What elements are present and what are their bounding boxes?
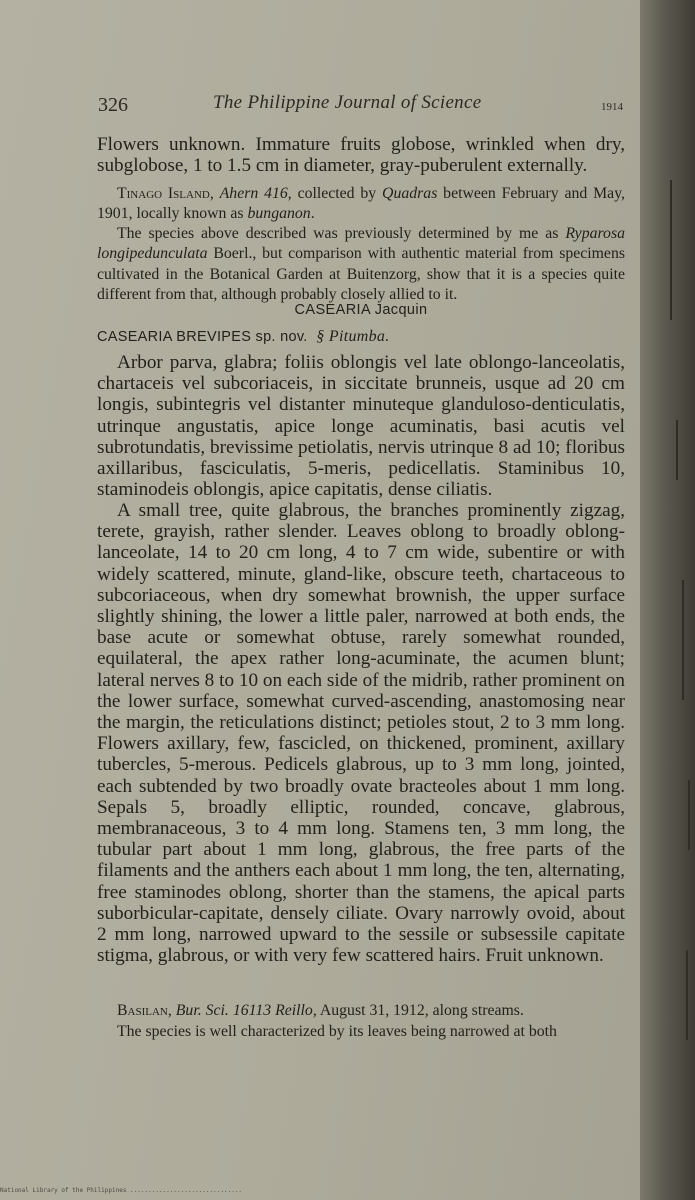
- citation-collector2: Quadras: [382, 185, 438, 202]
- citation2-locality: Basilan: [117, 1002, 168, 1019]
- header-year: 1914: [601, 101, 623, 113]
- running-header: [98, 92, 628, 120]
- citation-locality: Tinago Island: [117, 185, 210, 202]
- species-name: CASEARIA BREVIPES sp. nov.: [97, 329, 308, 345]
- intro-paragraph: Flowers unknown. Immature fruits globose, wrinkled when dry, subglobose, 1 to 1.5 cm in diameter, gray-puberulent externally.: [97, 134, 625, 177]
- local-name: bunganon: [247, 205, 311, 223]
- citation-collector: Ahern 416: [219, 185, 288, 202]
- citation-basilan: Basilan, Bur. Sci. 16113 Reillo, August 31, 1912, along streams.: [117, 1002, 524, 1019]
- species-heading: [97, 328, 625, 346]
- note-paragraph: The species above described was previously determined by me as Ryparosa longipedunculata Boerl., but comparison with authentic material from specimens cultivated in the Botanical Garden at Buitenzorg, show that it is a species quite different from that, although probably closely allied to it.: [97, 225, 625, 304]
- latin-description: Arbor parva, glabra; foliis oblongis vel late oblongo-lanceolatis, chartaceis vel subcoriaceis, in siccitate brunneis, usque ad 20 cm longis, subintegris vel distanter minuteque glanduloso-denticulatis, utrinque angustatis, apice longe acuminatis, basi acutis vel subrotundatis, brevissime petiolatis, nervis utrinque 8 ad 10; floribus axillaribus, fasciculatis, 5-meris, pedicellatis. Staminibus 10, staminodeis oblongis, apice capitatis, dense ciliatis.: [97, 352, 625, 501]
- journal-title: The Philippine Journal of Science: [213, 92, 482, 113]
- english-description: A small tree, quite glabrous, the branches prominently zigzag, terete, grayish, rather slender. Leaves oblong to broadly oblong-lanceolate, 14 to 20 cm long, 4 to 7 cm wide, subentire or with widely scattered, minute, gland-like, obscure teeth, chartaceous to subcoriaceous, when dry somewhat brownish, the upper surface slightly shining, the lower a little paler, narrowed at both ends, the base acute or somewhat obtuse, rarely somewhat rounded, equilateral, the apex rather long-acuminate, the acumen blunt; lateral nerves 8 to 10 on each side of the midrib, rather prominent on the lower surface, somewhat curved-ascending, anastomosing near the margin, the reticulations distinct; petioles stout, 2 to 3 mm long. Flowers axillary, few, fascicled, on thickened, prominent, axillary tubercles, 5-merous. Pedicels glabrous, up to 3 mm long, jointed, each subtended by two broadly ovate bracteoles about 1 mm long. Sepals 5, broadly elliptic, rounded, concave, glabrous, membranaceous, 3 to 4 mm long. Stamens ten, 3 mm long, the tubular part about 1 mm long, glabrous, the free parts of the filaments and the anthers each about 1 mm long, the ten, alternating, free staminodes oblong, shorter than the stamens, the apical parts suborbicular-capitate, densely ciliate. Ovary narrowly ovoid, about 2 mm long, narrowed upward to the sessile or subsessile capitate stigma, glabrous, or with very few scattered hairs. Fruit unknown.: [97, 500, 625, 967]
- page-number: 326: [98, 94, 128, 116]
- closing-line: The species is well characterized by its leaves being narrowed at both: [117, 1023, 557, 1040]
- genus-heading: CASEARIA Jacquin: [294, 302, 428, 318]
- species-reference: Ryparosa longipedunculata: [97, 225, 625, 263]
- species-section: § Pitumba.: [316, 328, 390, 345]
- scan-footer: National Library of the Philippines ...............................: [0, 1187, 243, 1194]
- citation-tinago: Tinago Island, Ahern 416, collected by Quadras between February and May, 1901, locally known as bunganon.: [97, 185, 626, 223]
- citation2-collector: Bur. Sci. 16113 Reillo: [175, 1002, 313, 1019]
- page-edge-shadow: [640, 0, 695, 1200]
